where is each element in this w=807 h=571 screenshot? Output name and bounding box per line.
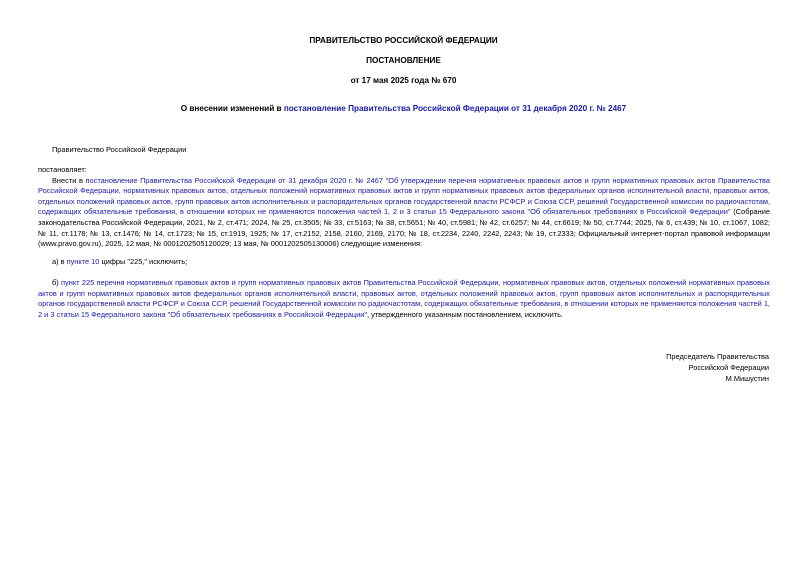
signature-country: Российской Федерации <box>688 363 769 372</box>
item-b-link[interactable]: пункт 225 перечня нормативных правовых актов и групп нормативных правовых актов Правительства Российской Федерации, нормативных правовых актов, отдельных положений нормативных правовых актов и групп нормативных правовых актов федеральных органов исполнительной власти, правовых актов, отдельных положений правовых актов, групп правовых актов исполнительных и распорядительных органов государственной власти РСФСР и Союза ССР, решений Государственной комиссии по радиочастотам, содержащих обязательные требования, в отношении которых не применяются положения частей 1, 2 и 3 статьи 15 Федерального закона "Об обязательных требованиях в Российской Федерации" <box>38 278 771 319</box>
item-b-prefix: б) <box>52 278 62 287</box>
item-a-prefix: а) в <box>52 257 67 266</box>
item-a-block <box>38 257 770 268</box>
paragraph-1 <box>38 176 770 250</box>
item-b <box>38 278 770 320</box>
item-a-link[interactable]: пункте 10 <box>66 257 100 266</box>
doc-title <box>0 103 807 114</box>
doc-title-prefix: О внесении изменений в <box>180 104 284 113</box>
signature-block <box>666 351 769 384</box>
decree-block <box>38 165 770 250</box>
paragraph-1-link[interactable]: постановление Правительства Российской Федерации от 31 декабря 2020 г. № 2467 "Об утверждении перечня нормативных правовых актов и групп нормативных правовых актов Правительства Российской Федерации, нормативных правовых актов, отдельных положений нормативных правовых актов и групп нормативных правовых актов федеральных органов исполнительной власти, правовых актов, отдельных положений правовых актов, групп правовых актов исполнительных и распорядительных органов государственной власти РСФСР и Союза ССР, решений Государственной комиссии по радиочастотам, содержащих обязательные требования, в отношении которых не применяются положения частей 1, 2 и 3 статьи 15 Федерального закона "Об обязательных требованиях в Российской Федерации" <box>38 175 770 217</box>
government-heading: ПРАВИТЕЛЬСТВО РОССИЙСКОЙ ФЕДЕРАЦИИ <box>309 36 498 45</box>
paragraph-1-intro: Внести в <box>52 175 86 185</box>
preamble-text: Правительство Российской Федерации <box>52 145 187 154</box>
signature-title: Председатель Правительства <box>666 352 769 361</box>
item-b-block <box>38 278 770 320</box>
item-b-rest: , утвержденного указанным постановлением, исключить. <box>366 309 563 319</box>
decree-word: постановляет: <box>38 165 87 174</box>
item-a-rest: цифры "225," исключить; <box>99 257 188 266</box>
doc-type-heading: ПОСТАНОВЛЕНИЕ <box>366 56 441 65</box>
doc-date-heading: от 17 мая 2025 года № 670 <box>350 76 457 85</box>
preamble-block <box>38 145 770 156</box>
title-link[interactable]: постановление Правительства Российской Федерации от 31 декабря 2020 г. № 2467 <box>283 104 627 113</box>
paragraph-1-rest: (Собрание законодательства Российской Федерации, 2021, № 2, ст.471; 2024, № 25, ст.3505; № 33, ст.5163; № 38, ст.5651; № 40, ст.5981; № 42, ст.6257; № 44, ст.6619; № 50, ст.7744; 2025, № 6, ст.439; № 10, ст.1067, 1082; № 11, ст.1178; № 13, ст.1476; № 14, ст.1723; № 15, ст.1919, 1925; № 17, ст.2152, 2158, 2160, 2169, 2170; № 18, ст.2234, 2240, 2242, 2243; № 19, ст.2333; Официальный интернет-портал правовой информации (www.pravo.gov.ru), 2025, 12 мая, № 0001202505120029; 13 мая, № 0001202505130006) следующие изменения: <box>38 207 770 249</box>
signature-name: М.Мишустин <box>725 374 769 383</box>
item-a <box>38 257 770 268</box>
